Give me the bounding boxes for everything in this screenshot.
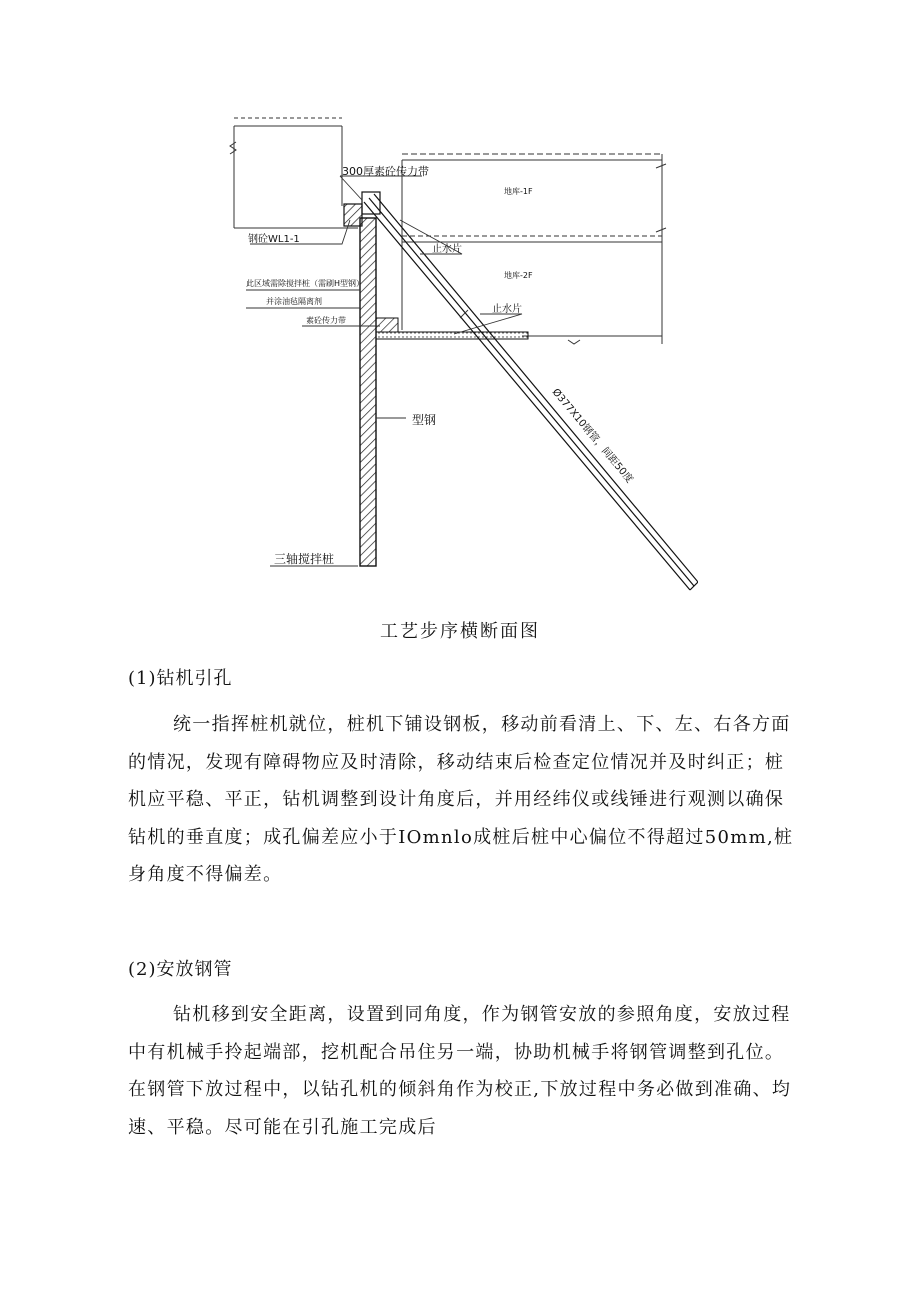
label-band2: 素砼传力带 [306,316,346,325]
cross-section-drawing [222,108,698,600]
section-heading-drilling: (1)钻机引孔 [128,668,233,689]
label-water-stop-1: 止水片 [432,244,462,255]
label-pile: 三轴搅拌桩 [274,552,335,566]
label-beam: 钢砼WL1-1 [248,234,300,245]
section-heading-pipe-placement: (2)安放钢管 [128,959,233,980]
label-note-line1: 此区域需除搅拌桩（需刷H型钢） [246,279,365,288]
label-pipe: Ø377X10钢管，间距50度 [549,386,635,486]
label-steel: 型钢 [412,413,437,427]
section-paragraph-drilling: 统一指挥桩机就位，桩机下铺设钢板，移动前看清上、下、左、右各方面的情况，发现有障碍物应及时清除，移动结束后检查定位情况并及时纠正；桩机应平稳、平正，钻机调整到设计角度后，并用经纬仪或线锤进行观测以确保钻机的垂直度；成孔偏差应小于IOmnlo成桩后桩中心偏位不得超过50mm,桩身角度不得偏差。 [128,714,794,885]
upper-structure [230,118,358,228]
section-paragraph-pipe-placement: 钻机移到安全距离，设置到同角度，作为钢管安放的参照角度，安放过程中有机械手拎起端部，挖机配合吊住另一端，协助机械手将钢管调整到孔位。在钢管下放过程中，以钻孔机的倾斜角作为校正,下放过程中务必做到准确、均速、平稳。尽可能在引孔施工完成后 [128,1004,792,1138]
label-floor-2: 地库-2F [504,271,533,280]
figure-caption: 工艺步序横断面图 [380,621,540,642]
inclined-steel-pipe [364,194,698,590]
label-floor-1: 地库-1F [504,187,533,196]
label-top-band: 300厚素砼传力带 [342,165,429,178]
label-water-stop-2: 止水片 [492,304,522,315]
label-note-line2: 并涂油毡隔离剂 [266,297,322,306]
